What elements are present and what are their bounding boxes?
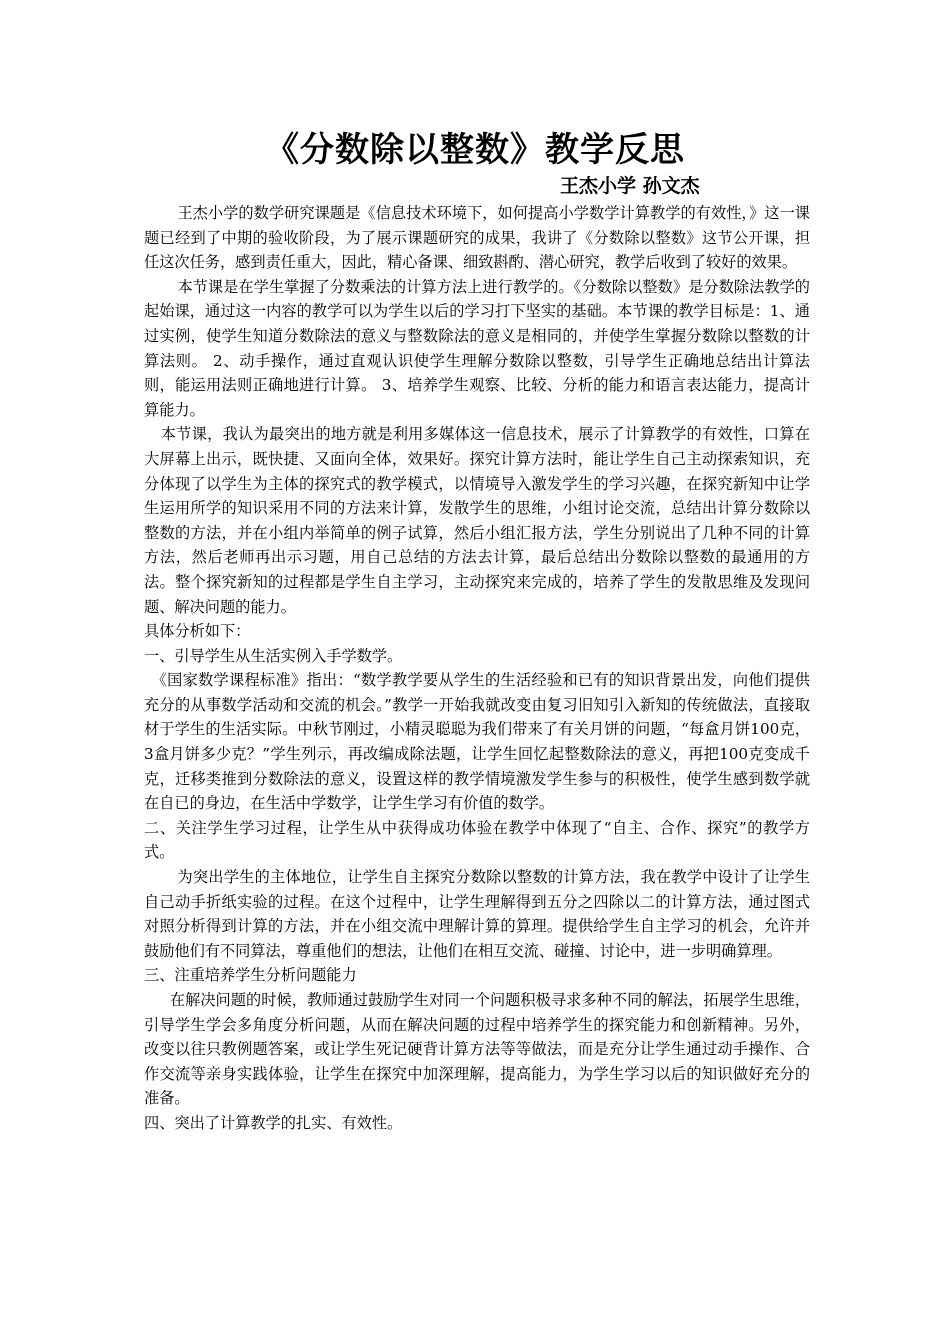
paragraph-analysis-intro: 具体分析如下： bbox=[144, 622, 251, 641]
paragraph-section-1: 《国家数学课程标准》指出：“数学教学要从学生的生活经验和已有的知识背景出发，向他们提供充分的从事数学活动和交流的机会。”教学一开始我就改变由复习旧知引入新知的传统做法，直接取材于学生的生活实际。中秋节刚过，小精灵聪聪为我们带来了有关月饼的问题，“每盒月饼100克，3盒月饼多少克？”学生列示，再改编成除法题，让学生回忆起整数除法的意义，再把100克变成千克，迁移类推到分数除法的意义，设置这样的教学情境激发学生参与的积极性，使学生感到数学就在自已的身边，在生活中学数学，让学生学习有价值的数学。 bbox=[144, 671, 810, 813]
paragraph-intro: 王杰小学的数学研究课题是《信息技术环境下，如何提高小学数学计算教学的有效性，》这一课题已经到了中期的验收阶段，为了展示课题研究的成果，我讲了《分数除以整数》这节公开课，担任这次任务，感到责任重大，因此，精心备课、细致斟酌、潜心研究，教学后收到了较好的效果。 bbox=[144, 204, 810, 272]
paragraph-objectives: 本节课是在学生掌握了分数乘法的计算方法上进行教学的。《分数除以整数》是分数除法教学的起始课，通过这一内容的教学可以为学生以后的学习打下坚实的基础。本节课的教学目标是：1、通过实例，使学生知道分数除法的意义与整数除法的意义是相同的，并使学生掌握分数除以整数的计算法则。 2、动手操作，通过直观认识使学生理解分数除以整数，引导学生正确地总结出计算法则，能运用法则正确地进行计算。 3、培养学生观察、比较、分析的能力和语言表达能力，提高计算能力。 bbox=[144, 277, 810, 419]
document-title: 《分数除以整数》教学反思 bbox=[265, 130, 685, 170]
section-heading-2: 二、关注学生学习过程，让学生从中获得成功体验在教学中体现了“自主、合作、探究”的教学方式。 bbox=[144, 818, 810, 862]
document-body bbox=[144, 201, 810, 1136]
section-heading-3: 三、注重培养学生分析问题能力 bbox=[144, 966, 357, 985]
section-heading-4: 四、突出了计算教学的扎实、有效性。 bbox=[144, 1113, 403, 1132]
paragraph-highlights: 本节课，我认为最突出的地方就是利用多媒体这一信息技术，展示了计算教学的有效性，口算在大屏幕上出示，既快捷、又面向全体，效果好。探究计算方法时，能让学生自己主动探索知识，充分体现了以学生为主体的探究式的教学模式，以情境导入激发学生的学习兴趣，在探究新知中让学生运用所学的知识采用不同的方法来计算，发散学生的思维，小组讨论交流，总结出计算分数除以整数的方法，并在小组内举简单的例子试算，然后小组汇报方法，学生分别说出了几种不同的计算方法，然后老师再出示习题，用自己总结的方法去计算，最后总结出分数除以整数的最通用的方法。整个探究新知的过程都是学生自主学习，主动探究来完成的，培养了学生的发散思维及发现问题、解决问题的能力。 bbox=[144, 425, 810, 616]
document-author: 王杰小学 孙文杰 bbox=[560, 175, 700, 197]
section-heading-1: 一、引导学生从生活实例入手学数学。 bbox=[144, 646, 403, 665]
paragraph-section-2: 为突出学生的主体地位，让学生自主探究分数除以整数的计算方法，我在教学中设计了让学生自己动手折纸实验的过程。在这个过程中，让学生理解得到五分之四除以二的计算方法，通过图式对照分析得到计算的方法，并在小组交流中理解计算的算理。提供给学生自主学习的机会，允许并鼓励他们有不同算法，尊重他们的想法，让他们在相互交流、碰撞、讨论中，进一步明确算理。 bbox=[144, 868, 810, 960]
paragraph-section-3: 在解决问题的时候，教师通过鼓励学生对同一个问题积极寻求多种不同的解法，拓展学生思维，引导学生学会多角度分析问题，从而在解决问题的过程中培养学生的探究能力和创新精神。另外，改变以往只教例题答案，或让学生死记硬背计算方法等等做法，而是充分让学生通过动手操作、合作交流等亲身实践体验，让学生在探究中加深理解，提高能力，为学生学习以后的知识做好充分的准备。 bbox=[144, 991, 810, 1108]
